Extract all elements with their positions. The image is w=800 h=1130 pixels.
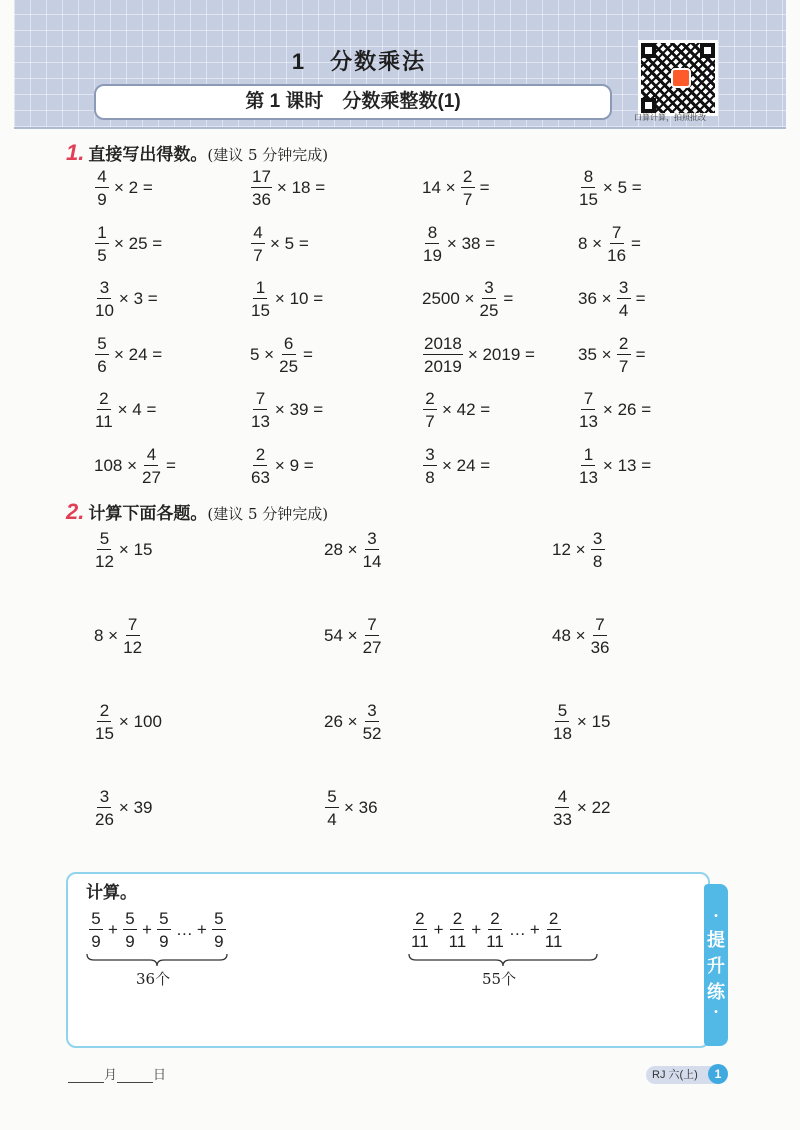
lesson-title: 第 1 课时 分数乘整数(1): [94, 84, 612, 120]
ellipsis: …: [508, 920, 526, 939]
oral-problem: [248, 279, 325, 319]
problem-suffix: =: [303, 344, 313, 364]
qr-caption: 口算计算，拍照批改: [634, 113, 706, 122]
fraction: [89, 910, 103, 950]
fraction-numerator: 2: [413, 910, 427, 930]
fraction-numerator: 7: [126, 616, 140, 636]
fraction-numerator: 5: [157, 910, 171, 930]
oral-problem: [92, 335, 164, 375]
oral-problem: [420, 446, 492, 486]
section2-heading: [66, 499, 328, 525]
fraction: [251, 390, 270, 430]
oral-problem: [248, 224, 311, 264]
page-number: 1: [708, 1064, 728, 1084]
oral-problem: [248, 335, 315, 375]
fraction-numerator: 2: [547, 910, 561, 930]
fraction-denominator: 7: [462, 190, 473, 209]
problem-prefix: 8 ×: [578, 233, 603, 253]
fraction-denominator: 13: [579, 467, 598, 487]
fraction-numerator: 5: [555, 702, 569, 722]
fraction-numerator: 3: [591, 530, 605, 550]
fraction: [123, 910, 137, 950]
practice-title: 计算。: [86, 883, 137, 902]
fraction-numerator: 3: [365, 530, 379, 550]
problem-prefix: 2500 ×: [422, 289, 475, 308]
fraction: [591, 616, 610, 656]
unit-title: 1 分数乘法: [291, 49, 427, 74]
fraction: [553, 788, 572, 828]
fraction-numerator: 7: [253, 390, 267, 410]
problem-prefix: 12 ×: [552, 540, 586, 559]
problem-suffix: × 9 =: [274, 455, 314, 475]
section1-note: (建议 5 分钟完成): [207, 146, 329, 164]
fraction-numerator: 5: [212, 910, 226, 930]
problem-suffix: × 15: [576, 712, 611, 731]
fraction-numerator: 2: [617, 335, 631, 355]
oral-problem: [92, 279, 160, 319]
calc-problem: [550, 788, 612, 828]
fraction-numerator: 2: [461, 168, 475, 188]
plus-sign: +: [529, 920, 540, 939]
calc-problem: [550, 702, 612, 742]
fraction: [251, 224, 265, 264]
fraction-denominator: 9: [97, 190, 107, 209]
fraction-denominator: 11: [411, 932, 429, 951]
fraction-numerator: 1: [253, 279, 267, 299]
fraction: [95, 279, 114, 319]
fraction: [95, 788, 114, 828]
sum-expression-2: [408, 910, 565, 950]
problem-suffix: × 100: [118, 712, 162, 731]
fraction: [479, 279, 498, 319]
fraction-numerator: 2: [488, 910, 502, 930]
fraction: [95, 530, 114, 570]
fraction-denominator: 27: [142, 467, 161, 487]
oral-problem: [576, 168, 644, 208]
oral-problem: [576, 335, 648, 375]
problem-suffix: × 25 =: [114, 233, 163, 253]
fraction: [123, 616, 142, 656]
fraction-denominator: 5: [97, 245, 107, 265]
calc-problem: [92, 616, 145, 656]
fraction-numerator: 2018: [424, 333, 462, 353]
oral-problem: [248, 168, 327, 208]
side-tab-char: 练: [707, 982, 725, 1002]
fraction-numerator: 7: [610, 224, 624, 244]
fraction: [545, 910, 563, 950]
problem-suffix: × 24 =: [442, 455, 491, 475]
calc-problem: [322, 530, 384, 570]
fraction: [251, 446, 270, 486]
fraction: [363, 530, 382, 570]
oral-problem: [92, 390, 158, 430]
problem-suffix: × 22: [576, 798, 611, 817]
plus-sign: +: [141, 920, 152, 939]
problem-prefix: 54 ×: [324, 626, 358, 645]
problem-suffix: × 5 =: [602, 178, 642, 197]
problem-suffix: × 42 =: [442, 400, 491, 419]
problem-prefix: 26 ×: [324, 712, 358, 731]
problem-suffix: × 10 =: [274, 289, 324, 308]
fraction: [95, 702, 114, 742]
fraction-denominator: 36: [252, 190, 271, 209]
fraction-denominator: 19: [423, 245, 442, 265]
fraction-numerator: 5: [95, 335, 109, 355]
fraction: [95, 168, 109, 208]
fraction-denominator: 9: [125, 932, 135, 951]
section1-heading: [66, 140, 328, 166]
oral-problem: [248, 390, 325, 430]
fraction: [411, 910, 429, 950]
fraction-numerator: 8: [581, 168, 595, 188]
calc-problem: [550, 530, 608, 570]
fraction: [553, 702, 572, 742]
book-code: RJ 六(上): [646, 1066, 722, 1084]
fraction-denominator: 8: [425, 467, 435, 487]
plus-sign: +: [433, 920, 444, 939]
problem-suffix: × 39 =: [274, 400, 324, 419]
fraction: [579, 390, 598, 430]
problem-suffix: × 3 =: [118, 289, 158, 308]
oral-problem: [420, 390, 492, 430]
fraction-numerator: 4: [144, 446, 158, 466]
fraction: [157, 910, 171, 950]
fraction: [617, 335, 631, 375]
problem-prefix: 48 ×: [552, 626, 586, 645]
fraction: [363, 616, 382, 656]
calc-problem: [322, 788, 380, 828]
fraction: [363, 702, 382, 742]
fraction-numerator: 2: [97, 702, 111, 722]
fraction-numerator: 3: [423, 446, 437, 466]
brace-1: [86, 952, 228, 968]
section2-title: 计算下面各题。: [88, 504, 208, 523]
fraction-denominator: 15: [579, 190, 598, 209]
fraction: [591, 530, 605, 570]
fraction: [95, 224, 109, 264]
fraction-denominator: 27: [362, 638, 382, 657]
fraction-denominator: 25: [279, 356, 299, 376]
fraction: [423, 224, 442, 264]
fraction-numerator: 1: [581, 446, 595, 466]
problem-prefix: 5 ×: [250, 344, 275, 364]
calc-problem: [322, 616, 384, 656]
problem-suffix: × 36: [344, 798, 378, 817]
calc-problem: [92, 530, 154, 570]
problem-prefix: 35 ×: [578, 344, 612, 364]
oral-problem: [576, 390, 653, 430]
fraction-denominator: 4: [327, 810, 337, 829]
fraction: [142, 446, 161, 486]
problem-suffix: =: [165, 455, 176, 475]
problem-suffix: =: [503, 289, 514, 308]
fraction: [251, 279, 270, 319]
oral-problem: [92, 168, 155, 208]
fraction-numerator: 6: [282, 335, 296, 355]
fraction-numerator: 5: [123, 910, 137, 930]
sum-expression-1: [86, 910, 229, 950]
fraction-denominator: 8: [592, 552, 603, 571]
fraction-denominator: 13: [579, 412, 598, 431]
oral-problem: [576, 279, 648, 319]
section2-number: 2.: [66, 499, 85, 524]
fraction-numerator: 3: [617, 279, 631, 299]
problem-prefix: 28 ×: [324, 540, 358, 559]
fraction-numerator: 2: [253, 446, 267, 466]
oral-problem: [92, 446, 178, 486]
fraction-numerator: 7: [581, 390, 595, 410]
fraction: [607, 224, 626, 264]
oral-problem: [576, 224, 643, 264]
fraction-denominator: 13: [251, 412, 270, 431]
problem-suffix: × 38 =: [446, 233, 496, 253]
brace-2: [408, 952, 598, 968]
side-tab-label: [707, 926, 725, 1004]
oral-problem: [420, 224, 497, 264]
fraction: [423, 390, 437, 430]
oral-problem: [420, 168, 492, 208]
qr-code-icon[interactable]: [638, 40, 718, 116]
calc-problem: [92, 702, 164, 742]
fraction-denominator: 33: [553, 810, 572, 829]
fraction-numerator: 8: [425, 224, 439, 244]
fraction-numerator: 1: [95, 224, 109, 244]
count-label-1: 36个: [136, 970, 171, 988]
fraction-numerator: 2: [97, 390, 111, 410]
problem-prefix: 36 ×: [578, 289, 612, 308]
problem-suffix: × 26 =: [602, 400, 652, 419]
day-blank[interactable]: [117, 1070, 153, 1083]
side-tab: • 提 升 练 •: [704, 884, 728, 1046]
fraction: [449, 910, 467, 950]
fraction: [579, 168, 598, 208]
fraction-numerator: 7: [593, 616, 607, 636]
problem-suffix: × 39: [118, 798, 153, 817]
problem-suffix: =: [631, 233, 641, 253]
fraction-denominator: 9: [159, 932, 169, 951]
fraction-denominator: 7: [253, 245, 263, 265]
month-label: 月: [104, 1067, 118, 1082]
fraction-denominator: 10: [95, 301, 114, 320]
month-blank[interactable]: [68, 1070, 104, 1083]
fraction-denominator: 52: [362, 724, 382, 743]
count-label-2: 55个: [482, 970, 517, 988]
oral-problem: [420, 279, 515, 319]
fraction-denominator: 12: [95, 552, 114, 571]
fraction-numerator: 3: [365, 702, 379, 722]
fraction: [461, 168, 475, 208]
fraction-denominator: 16: [607, 245, 627, 265]
fraction-denominator: 4: [618, 301, 629, 320]
fraction: [423, 446, 437, 486]
side-tab-char: 提: [707, 930, 725, 950]
fraction-denominator: 11: [544, 932, 563, 951]
fraction-denominator: 15: [251, 301, 270, 320]
fraction-denominator: 11: [448, 932, 467, 951]
fraction: [95, 335, 109, 375]
problem-suffix: × 18 =: [276, 178, 326, 197]
fraction-denominator: 7: [618, 356, 629, 376]
section1-title: 直接写出得数。: [88, 145, 208, 164]
calc-problem: [550, 616, 612, 656]
fraction-denominator: 26: [95, 810, 114, 829]
problem-suffix: × 15: [118, 540, 153, 559]
oral-problem: [576, 446, 653, 486]
day-label: 日: [153, 1067, 167, 1082]
fraction-denominator: 2019: [424, 356, 462, 376]
problem-suffix: × 4 =: [117, 400, 157, 419]
fraction-denominator: 25: [479, 301, 499, 320]
problem-suffix: × 5 =: [270, 233, 309, 253]
fraction-denominator: 9: [91, 932, 101, 951]
fraction-numerator: 5: [89, 910, 103, 930]
fraction-denominator: 12: [123, 638, 143, 657]
fraction: [579, 446, 598, 486]
fraction: [251, 168, 272, 208]
fraction-numerator: 5: [97, 530, 111, 550]
fraction-denominator: 18: [553, 724, 572, 743]
problem-suffix: =: [479, 178, 490, 197]
problem-suffix: × 2 =: [114, 178, 153, 197]
fraction-numerator: 17: [252, 167, 271, 186]
plus-sign: +: [471, 920, 482, 939]
fraction-numerator: 4: [555, 788, 569, 808]
fraction-numerator: 7: [365, 616, 379, 636]
ellipsis: …: [175, 920, 193, 939]
problem-suffix: × 24 =: [114, 344, 163, 364]
fraction-numerator: 5: [325, 788, 339, 808]
problem-prefix: 8 ×: [94, 626, 119, 645]
fraction-numerator: 2: [450, 910, 464, 930]
fraction-denominator: 36: [590, 638, 610, 657]
fraction-denominator: 9: [214, 932, 224, 951]
section2-note: (建议 5 分钟完成): [207, 505, 329, 523]
problem-suffix: =: [635, 344, 646, 364]
page-header: [14, 0, 786, 129]
date-line: [68, 1064, 166, 1083]
fraction: [95, 390, 113, 430]
side-tab-char: 升: [707, 956, 725, 976]
problem-prefix: 14 ×: [422, 178, 456, 197]
fraction: [212, 910, 226, 950]
problem-suffix: × 2019 =: [467, 344, 535, 364]
fraction: [325, 788, 339, 828]
calc-problem: [322, 702, 384, 742]
calc-problem: [92, 788, 154, 828]
fraction-denominator: 15: [95, 724, 114, 743]
oral-problem: [92, 224, 164, 264]
fraction-denominator: 6: [97, 356, 107, 376]
fraction-denominator: 11: [486, 932, 504, 951]
fraction-denominator: 11: [95, 412, 113, 431]
oral-problem: [248, 446, 316, 486]
fraction: [423, 335, 463, 375]
fraction-numerator: 4: [251, 224, 265, 244]
fraction-numerator: 4: [95, 168, 109, 188]
problem-suffix: =: [635, 289, 646, 308]
fraction-numerator: 3: [97, 788, 111, 808]
problem-suffix: × 13 =: [602, 455, 652, 475]
fraction: [279, 335, 298, 375]
plus-sign: +: [108, 920, 118, 939]
section1-number: 1.: [66, 140, 85, 165]
fraction-numerator: 3: [482, 279, 496, 299]
fraction-denominator: 14: [362, 552, 382, 571]
fraction-numerator: 2: [423, 390, 437, 410]
problem-prefix: 108 ×: [94, 455, 138, 475]
plus-sign: +: [196, 920, 207, 939]
oral-problem: [420, 335, 537, 375]
fraction-denominator: 7: [425, 412, 435, 431]
fraction-denominator: 63: [251, 467, 270, 487]
fraction: [617, 279, 631, 319]
fraction-numerator: 3: [97, 279, 111, 299]
fraction: [486, 910, 504, 950]
